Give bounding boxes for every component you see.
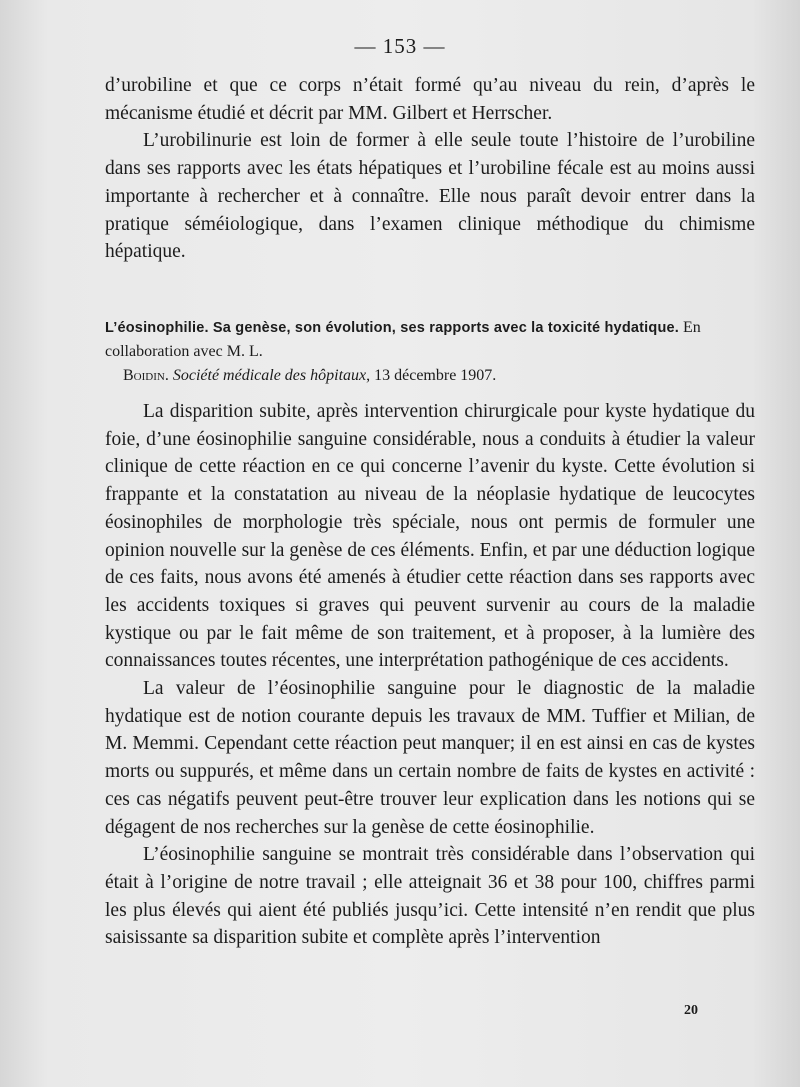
reference-coauthor: Boidin [123, 367, 165, 384]
reference-date: , 13 décembre 1907. [366, 367, 497, 384]
reference-collab-prefix: En collaboration avec M. L. [105, 319, 701, 360]
reference-journal: Société médicale des hôpitaux [172, 367, 367, 384]
reference-title: L’éosinophilie. Sa genèse, son évolution, ses rapports avec la toxicité hydatique. [105, 320, 680, 336]
paragraph: La disparition subite, après intervention chirurgicale pour kyste hydatique du foie, d’une éosinophilie sanguine considérable, nous a conduits à étudier la valeur clinique de cette réaction en ce qui concerne l’avenir du kyste. Cette évolution si frappante et la constatation au niveau de la néoplasie hydatique de leucocytes éosinophiles de morphologie très spéciale, nous ont permis de formuler une opinion nouvelle sur la genèse de ces éléments. Enfin, et par une déduction logique de ces faits, nous avons été amenés à étudier cette réaction dans ses rapports avec les accidents toxiques si graves qui peuvent survenir au cours de la maladie kystique ou par le fait même de son traitement, et à proposer, à la lumière des connaissances toutes récentes, une interprétation pathogénique de ces accidents. [105, 401, 755, 672]
page-number: — 153 — [354, 34, 446, 58]
main-text-block [105, 398, 755, 952]
top-text-block [105, 72, 755, 266]
paragraph: L’éosinophilie sanguine se montrait très considérable dans l’observation qui était à l’origine de notre travail ; elle atteignait 36 et 38 pour 100, chiffres parmi les plus élevés qui aient été publiés jusqu’ici. Cette intensité n’en rendit que plus saisissante sa disparition subite et complète après l’intervention [105, 844, 755, 949]
paragraph: L’urobilinurie est loin de former à elle seule toute l’histoire de l’urobiline dans ses rapports avec les états hépatiques et l’urobiline fécale est au moins aussi importante à rechercher et à connaître. Elle nous paraît devoir entrer dans la pratique séméiologique, dans l’examen clinique méthodique du chimisme hépatique. [105, 130, 755, 263]
paragraph: La valeur de l’éosinophilie sanguine pour le diagnostic de la maladie hydatique est de notion courante depuis les travaux de MM. Tuffier et Milian, de M. Memmi. Cependant cette réaction peut manquer; il en est ainsi en cas de kystes morts ou suppurés, et même dans un certain nombre de faits de kystes en activité : ces cas négatifs peuvent peut-être trouver leur explication dans les notions qui se dégagent de nos recherches sur la genèse de cette éosinophilie. [105, 678, 755, 838]
printer-signature: 20 [684, 1003, 698, 1018]
paragraph: d’urobiline et que ce corps n’était formé qu’au niveau du rein, d’après le mécanisme étudié et décrit par MM. Gilbert et Herrscher. [105, 75, 755, 124]
publication-reference: L’éosinophilie. Sa genèse, son évolution, ses rapports avec la toxicité hydatique. En collaboration avec M. L. Boidin. Société médicale des hôpitaux, 13 décembre 1907. [105, 319, 701, 384]
